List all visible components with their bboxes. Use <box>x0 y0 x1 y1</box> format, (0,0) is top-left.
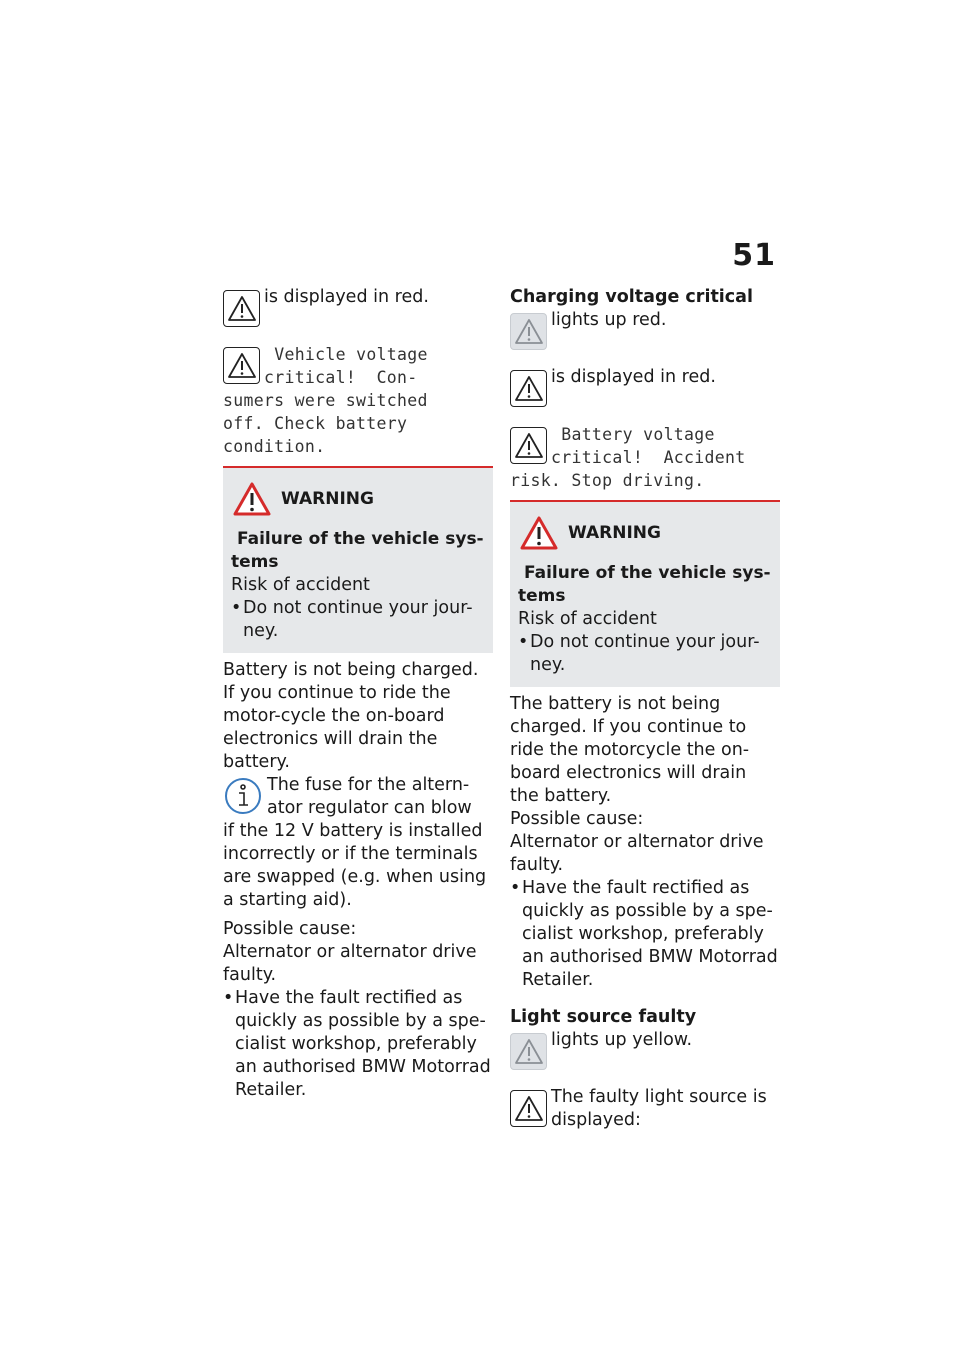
battery-text: The battery is not being charged. If you continue to ride the motorcycle the on-board electronics will drain the battery. <box>510 694 750 806</box>
warning-triangle-icon <box>223 290 260 327</box>
warning-risk: Risk of accident <box>518 609 657 629</box>
warning-box <box>510 500 780 687</box>
lights-up-red-text: lights up red. <box>551 310 667 330</box>
warning-triangle-icon <box>510 427 547 464</box>
warning-title: WARNING <box>568 523 661 543</box>
warning-heading-part2: tems <box>231 552 279 572</box>
warning-triangle-icon <box>223 347 260 384</box>
warning-bullet: • Do not continue your jour- <box>518 631 772 654</box>
fuse-note-part2: ator regulator can blow <box>267 798 472 818</box>
vehicle-voltage-message <box>223 343 493 458</box>
warning-triangle-filled-icon <box>510 1033 547 1070</box>
section-heading-charging: Charging voltage critical <box>510 287 753 307</box>
warning-red-triangle-icon <box>233 482 271 516</box>
fuse-note-rest: if the 12 V battery is installed incorrectly or if the terminals are swapped (e.g. when using a starting aid). <box>223 821 487 910</box>
displayed-red-row <box>510 366 780 409</box>
message-rest: risk. Stop driving. <box>510 471 705 490</box>
page-number: 51 <box>732 238 776 273</box>
displayed-red-text: is displayed in red. <box>264 287 429 307</box>
message-rest: critical! Con- sumers were switched off. Check battery condition. <box>223 368 428 456</box>
warning-bullet: • Do not continue your jour- <box>231 597 485 620</box>
action-bullet: • Have the fault rectified as quickly as possible by a spe-cialist workshop, preferably an authorised BMW Motorrad Retailer. <box>223 987 493 1102</box>
lights-up-yellow-row <box>510 1029 780 1072</box>
lights-up-red-row <box>510 309 780 352</box>
warning-triangle-icon <box>510 370 547 407</box>
warning-triangle-filled-icon <box>510 313 547 350</box>
info-icon <box>223 776 263 816</box>
faulty-light-text: The faulty light source is displayed: <box>551 1087 767 1130</box>
battery-voltage-message <box>510 423 780 469</box>
lights-up-yellow-text: lights up yellow. <box>551 1030 693 1050</box>
warning-red-triangle-icon <box>520 516 558 550</box>
faulty-light-row <box>510 1086 780 1132</box>
message-line2: critical! Accident <box>551 448 746 467</box>
warning-box <box>223 466 493 653</box>
warning-heading-part1: Failure of the vehicle sys- <box>237 529 484 549</box>
possible-cause-label: Possible cause: <box>510 809 644 829</box>
warning-bullet-cont: ney. <box>243 621 279 641</box>
battery-text: Battery is not being charged. If you continue to ride the motor-cycle the on-board electronics will drain the battery. <box>223 660 479 772</box>
message-line1: Battery voltage <box>551 425 715 444</box>
displayed-red-row <box>223 286 493 329</box>
left-column <box>223 286 493 1102</box>
displayed-red-text: is displayed in red. <box>551 367 716 387</box>
warning-heading-part1: Failure of the vehicle sys- <box>524 563 771 583</box>
warning-heading-part2: tems <box>518 586 566 606</box>
warning-title: WARNING <box>281 489 374 509</box>
section-heading-light-source: Light source faulty <box>510 1007 697 1027</box>
possible-cause-label: Possible cause: <box>223 919 357 939</box>
possible-cause: Alternator or alternator drive faulty. <box>223 942 477 985</box>
warning-bullet-cont: ney. <box>530 655 566 675</box>
fuse-note-part1: The fuse for the altern- <box>267 775 470 795</box>
action-bullet: • Have the fault rectified as quickly as possible by a spe-cialist workshop, preferably an authorised BMW Motorrad Retailer. <box>510 877 780 992</box>
warning-risk: Risk of accident <box>231 575 370 595</box>
right-column <box>510 286 780 1132</box>
warning-triangle-icon <box>510 1090 547 1127</box>
fuse-note <box>223 774 493 820</box>
possible-cause: Alternator or alternator drive faulty. <box>510 832 764 875</box>
message-line1: Vehicle voltage <box>264 345 428 364</box>
